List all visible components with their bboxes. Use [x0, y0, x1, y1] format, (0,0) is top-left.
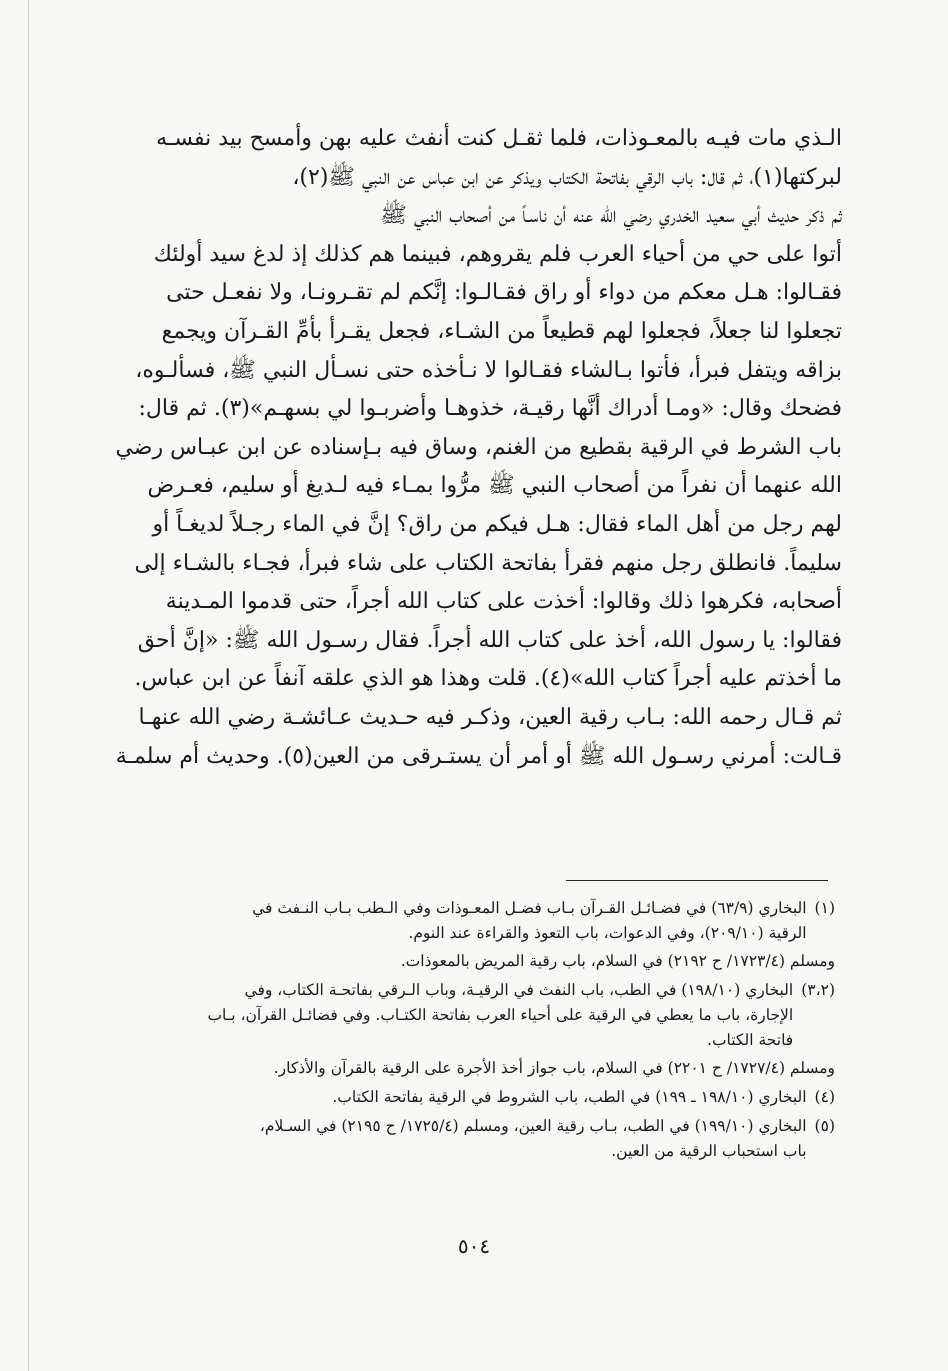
footnote-line: باب استحباب الرقية من العين.	[611, 1142, 807, 1160]
footnotes	[120, 896, 835, 1167]
body-line: ثم قـال رحمه الله: بـاب رقية العين، وذكـر فيه حـديث عـائشـة رضي الله عنهـا	[138, 704, 842, 730]
footnote-line: الإجارة، باب ما يعطي في الرقية على أحياء العرب بفاتحة الكتـاب. وفي فضائـل القرآن، بـاب	[207, 1006, 794, 1024]
body-line: لهم رجل من أهل الماء فقال: هـل فيكم من راق؟ إنَّ في الماء رجـلاً لديغـاً أو	[152, 511, 842, 537]
page-number: ٥٠٤	[457, 1234, 491, 1258]
page-edge-line	[28, 0, 29, 1371]
footnote-line: البخاري (١٩٨/١٠ ـ ١٩٩) في الطب، باب الشروط في الرقية بفاتحة الكتاب.	[332, 1088, 807, 1106]
footnote-continuation: ومسلم (١٧٢٣/٤/ ح ٢١٩٢) في السلام، باب رقية المريض بالمعوذات.	[400, 952, 835, 970]
footnote-number: (٥)	[814, 1117, 835, 1135]
body-line: تجعلوا لنا جعلاً، فجعلوا لهم قطيعاً من الشـاء، فجعل يقـرأ بأمِّ القـرآن ويجمع	[161, 318, 842, 344]
footnote-number: (١)	[814, 899, 835, 917]
body-line: أصحابه، فكرهوا ذلك وقالوا: أخذت على كتاب الله أجراً، حتى قدموا المـدينة	[165, 589, 842, 615]
footnote-4	[120, 1085, 835, 1110]
footnote-continuation: ومسلم (١٧٢٧/٤/ ح ٢٢٠١) في السلام، باب جواز أخذ الأجرة على الرقية بالقرآن والأذكار.	[273, 1059, 835, 1077]
footnote-5	[120, 1114, 835, 1164]
footnote-line: البخاري (١٩٩/١٠) في الطب، بـاب رقية العين، ومسلم (١٧٢٥/٤/ ح ٢١٩٥) في السـلام،	[259, 1117, 807, 1135]
body-line: فقالوا: يا رسول الله، أخذ على كتاب الله أجراً. فقال رسـول الله ﷺ: «إنَّ أحق	[137, 627, 842, 653]
main-text-block	[110, 120, 842, 776]
footnote-separator	[566, 880, 828, 881]
footnote-line: البخاري (١٩٨/١٠) في الطب، باب النفث في الرقيـة، وباب الـرقي بفاتحـة الكتاب، وفي	[244, 981, 794, 999]
footnote-line: فاتحة الكتاب.	[707, 1031, 794, 1049]
footnote-1	[120, 896, 835, 974]
footnote-line: البخاري (٦٣/٩) في فضـائـل القـرآن بـاب فضـل المعـوذات وفي الـطب بـاب النـفث في	[252, 899, 807, 917]
body-line: الله عنهما أن نفراً من أصحاب النبي ﷺ مرُّوا بمـاء فيه لـديغ أو سليم، فعـرض	[147, 473, 842, 499]
body-line: قـالت: أمرني رسـول الله ﷺ أو أمر أن يستـرقى من العين(٥). وحديث أم سلمـة	[115, 743, 842, 769]
footnote-number: (٣،٢)	[801, 981, 835, 999]
body-line: فقـالوا: هـل معكم من دواء أو راق فقـالـوا: إنَّكم لم تقـرونـا، ولا نفعـل حتى	[166, 280, 842, 306]
footnote-number: (٤)	[814, 1088, 835, 1106]
body-line: الـذي مات فيـه بالمعـوذات، فلما ثقـل كنت أنفث عليه بهن وأمسح بيد نفسـه	[156, 126, 842, 151]
body-line: فضحك وقال: «ومـا أدراك أنَّها رقيـة، خذوهـا وأضربـوا لي بسهـم»(٣). ثم قال:	[138, 396, 842, 422]
body-line: لبركتها(١)، ثم قال: باب الرقي بفاتحة الكتاب ويذكر عن ابن عباس عن النبي ﷺ(٢)،	[292, 164, 842, 190]
body-line: سليماً. فانطلق رجل منهم فقرأ بفاتحة الكتاب على شاء فبرأ، فجـاء بالشـاء إلى	[134, 550, 842, 576]
body-line: ثم ذكر حديث أبي سعيد الخدري رضي الله عنه أن ناسـاً من أصحاب النبي ﷺ	[380, 203, 842, 229]
body-line: باب الشرط في الرقية بقطيع من الغنم، وساق فيه بـإسناده عن ابن عبـاس رضي	[115, 434, 842, 460]
body-text	[110, 120, 842, 776]
footnote-2-3	[120, 978, 835, 1081]
body-line: بزاقه ويتفل فبرأ، فأتوا بـالشاء فقـالوا لا نـأخذه حتى نسـأل النبي ﷺ، فسألـوه،	[135, 357, 842, 383]
body-line: ما أخذتم عليه أجراً كتاب الله»(٤). قلت وهذا هو الذي علقه آنفاً عن ابن عباس.	[134, 666, 842, 692]
footnote-line: الرقية (٢٠٩/١٠)، وفي الدعوات، باب التعوذ والقراءة عند النوم.	[408, 924, 807, 942]
body-line: أتوا على حي من أحياء العرب فلم يقروهم، فبينما هم كذلك إذ لدغ سيد أولئك	[153, 241, 842, 267]
